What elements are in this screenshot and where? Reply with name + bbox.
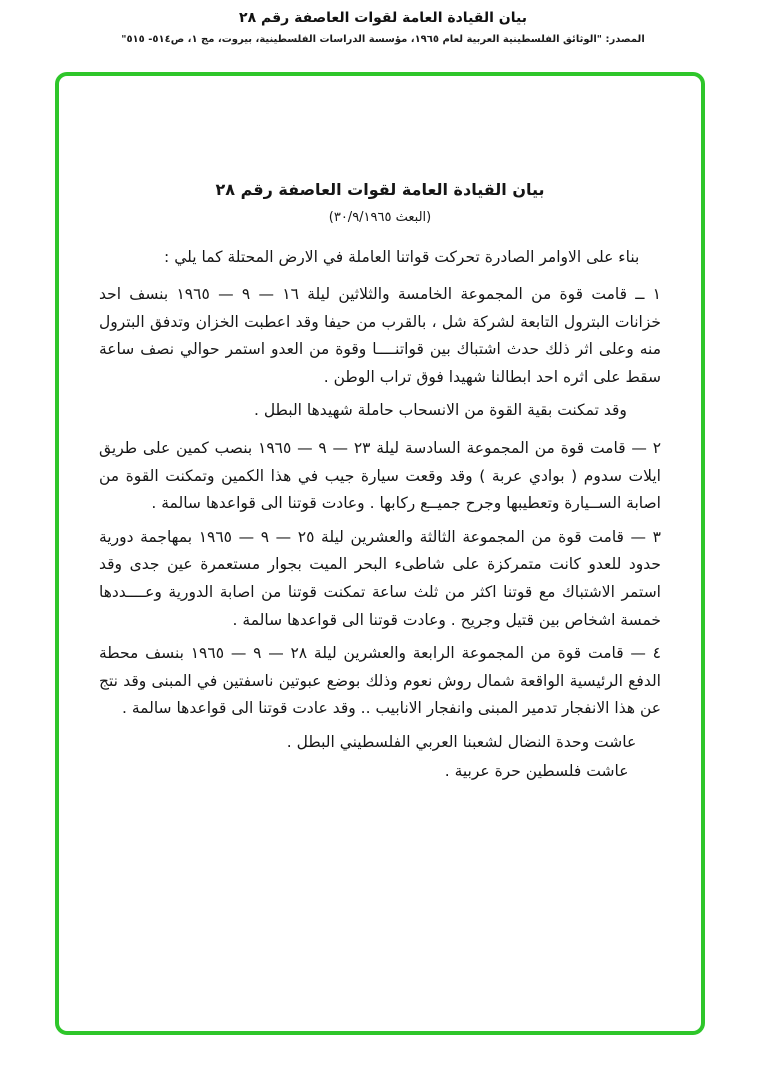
document-item-1-subparagraph: وقد تمكنت بقية القوة من الانسحاب حاملة شهيدها البطل .: [253, 401, 627, 420]
page-header: [0, 10, 766, 45]
document-item-2: ٢ — قامت قوة من المجموعة السادسة ليلة ٢٣ — ٩ — ١٩٦٥ بنصب كمين على طريق ايلات سدوم ( بوادي عربة ) وقد وقعت سيارة جيب في هذا الكمين وتمكنت القوة من اصابة الســيارة وتعطيبها وجرح جميــع ركابها . وعادت قوتنا الى قواعدها سالمة .: [99, 439, 662, 513]
document-title: بيان القيادة العامة لقوات العاصفة رقم ٢٨: [215, 180, 545, 199]
green-highlight-frame: [55, 72, 705, 1035]
document-closing-line-2: عاشت فلسطين حرة عربية .: [444, 762, 629, 781]
document-intro-paragraph: بناء على الاوامر الصادرة تحركت قواتنا العاملة في الارض المحتلة كما يلي :: [164, 247, 640, 266]
document-item-1: ١ ــ قامت قوة من المجموعة الخامسة والثلاثين ليلة ١٦ — ٩ — ١٩٦٥ بنسف احد خزانات البترول التابعة لشركة شل ، بالقرب من حيفا وقد اعطبت الخزان وتدفق البترول منه وعلى اثر ذلك حدث اشتباك بين قواتنــــا وقوة من العدو استمر حوالي نصف ساعة سقط على اثره احد ابطالنا شهيدا فوق تراب الوطن .: [99, 285, 661, 386]
document-date-line: (البعث ٣٠/٩/١٩٦٥): [328, 210, 432, 226]
document-body: [99, 176, 661, 788]
document-closing-line-1: عاشت وحدة النضال لشعبنا العربي الفلسطيني البطل .: [286, 732, 637, 751]
document-item-4: ٤ — قامت قوة من المجموعة الرابعة والعشرين ليلة ٢٨ — ٩ — ١٩٦٥ بنسف محطة الدفع الرئيسية الواقعة شمال روش نعوم وذلك بوضع عبوتين ناسفتين في المبنى وقد نتج عن هذا الانفجار تدمير المبنى وانفجار الانابيب .. وقد عادت قوتنا الى قواعدها سالمة .: [99, 644, 661, 718]
document-item-3: ٣ — قامت قوة من المجموعة الثالثة والعشرين ليلة ٢٥ — ٩ — ١٩٦٥ بمهاجمة دورية حدود للعدو كانت متمركزة على شاطىء البحر الميت بجوار مستعمرة عين جدى وقد استمر الاشتباك مع قوتنا اكثر من ثلث ساعة تمكنت قوتنا من اصابة الدورية وعــــددها خمسة اشخاص بين قتيل وجريح . وعادت قوتنا الى قواعدها سالمة .: [99, 527, 661, 629]
header-source-citation: المصدر: "الوثائق الفلسطينية العربية لعام ١٩٦٥، مؤسسة الدراسات الفلسطينية، بيروت، مج ١، ص٥١٤- ٥١٥": [121, 34, 645, 45]
header-title: بيان القيادة العامة لقوات العاصفة رقم ٢٨: [239, 10, 527, 26]
